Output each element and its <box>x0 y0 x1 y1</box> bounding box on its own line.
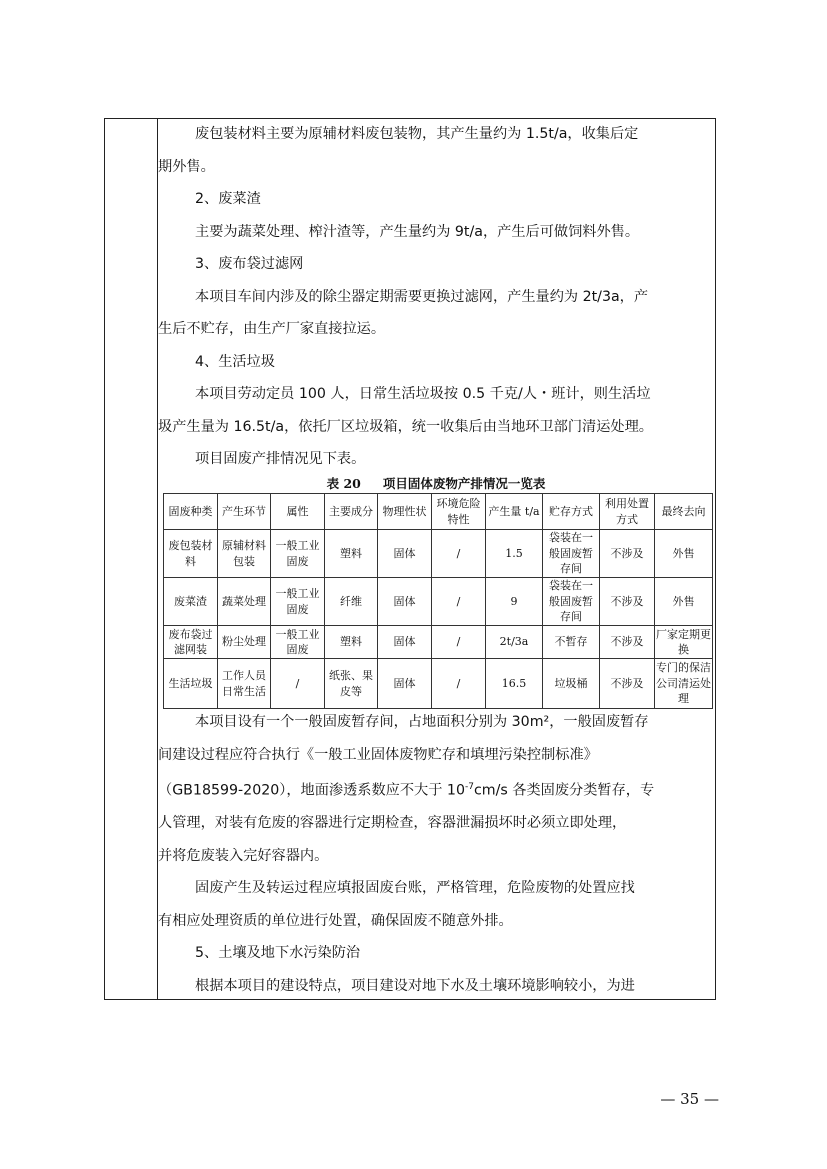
table-cell: 16.5 <box>486 659 543 709</box>
table-title: 项目固体废物产排情况一览表 <box>382 476 546 491</box>
table-cell: 工作人员日常生活 <box>218 659 271 709</box>
superscript-exponent: -7 <box>465 782 474 792</box>
table-cell: 纤维 <box>325 578 378 626</box>
table-cell: 不涉及 <box>600 578 655 626</box>
header-cell: 贮存方式 <box>543 494 600 530</box>
solid-waste-table <box>163 493 713 709</box>
table-caption <box>158 475 714 493</box>
paragraph: 项目固废产排情况见下表。 <box>195 451 366 467</box>
table-row <box>164 626 713 659</box>
table-header-row <box>164 494 713 530</box>
subheading-filter-bags: 3、废布袋过滤网 <box>195 256 304 272</box>
table-cell: 外售 <box>655 530 713 578</box>
table-cell: 塑料 <box>325 530 378 578</box>
table-cell: / <box>271 659 325 709</box>
table-row <box>164 530 713 578</box>
table-cell: 厂家定期更换 <box>655 626 713 659</box>
table-cell: 蔬菜处理 <box>218 578 271 626</box>
table-cell: 不暂存 <box>543 626 600 659</box>
header-cell: 产生环节 <box>218 494 271 530</box>
section-top <box>158 118 714 476</box>
paragraph: 间建设过程应符合执行《一般工业固体废物贮存和填埋污染控制标准》 <box>158 746 598 763</box>
paragraph: 生后不贮存，由生产厂家直接拉运。 <box>158 321 386 337</box>
paragraph: 并将危废装入完好容器内。 <box>158 847 329 864</box>
table-cell: 不涉及 <box>600 530 655 578</box>
paragraph: 人管理，对装有危废的容器进行定期检查，容器泄漏损坏时必须立即处理， <box>158 815 627 832</box>
table-cell: 2t/3a <box>486 626 543 659</box>
table-cell: 塑料 <box>325 626 378 659</box>
header-cell: 环境危险特性 <box>432 494 486 530</box>
header-cell: 利用处置方式 <box>600 494 655 530</box>
table-cell: 9 <box>486 578 543 626</box>
page-number: — 35 — <box>660 1090 719 1108</box>
paragraph: 本项目设有一个一般固废暂存间，占地面积分别为 30m²，一般固废暂存 <box>195 714 649 730</box>
header-cell: 主要成分 <box>325 494 378 530</box>
table-cell: 固体 <box>378 530 432 578</box>
paragraph: 有相应处理资质的单位进行处置，确保固废不随意外排。 <box>158 912 513 929</box>
paragraph: 圾产生量为 16.5t/a，依托厂区垃圾箱，统一收集后由当地环卫部门清运处理。 <box>158 418 653 435</box>
table-cell: 固体 <box>378 578 432 626</box>
table-cell: 固体 <box>378 659 432 709</box>
paragraph <box>158 771 714 807</box>
table-cell: 固体 <box>378 626 432 659</box>
paragraph: 期外售。 <box>158 158 215 175</box>
table-cell: 废布袋过滤网装 <box>164 626 218 659</box>
table-cell: 专门的保洁公司清运处理 <box>655 659 713 709</box>
table-cell: 纸张、果皮等 <box>325 659 378 709</box>
header-cell: 物理性状 <box>378 494 432 530</box>
table-row <box>164 578 713 626</box>
table-cell: 生活垃圾 <box>164 659 218 709</box>
paragraph: 本项目车间内涉及的除尘器定期需要更换过滤网，产生量约为 2t/3a，产 <box>195 288 649 305</box>
table-cell: / <box>432 659 486 709</box>
table-cell: 一般工业固废 <box>271 578 325 626</box>
table-cell: / <box>432 626 486 659</box>
header-cell: 属性 <box>271 494 325 530</box>
table-cell: 1.5 <box>486 530 543 578</box>
table-cell: 一般工业固废 <box>271 530 325 578</box>
table-cell: / <box>432 530 486 578</box>
subheading-food-waste: 2、废菜渣 <box>195 191 261 207</box>
table-cell: 不涉及 <box>600 659 655 709</box>
table-number: 表 20 <box>326 476 361 491</box>
table-cell: 袋装在一般固废暂存间 <box>543 530 600 578</box>
table-cell: 垃圾桶 <box>543 659 600 709</box>
table-cell: 外售 <box>655 578 713 626</box>
table-cell: / <box>432 578 486 626</box>
text-run: cm/s 各类固废分类暂存，专 <box>473 782 655 799</box>
header-cell: 最终去向 <box>655 494 713 530</box>
table-cell: 原辅材料包装 <box>218 530 271 578</box>
section-bottom <box>158 706 714 1002</box>
table-cell: 粉尘处理 <box>218 626 271 659</box>
header-cell: 固废种类 <box>164 494 218 530</box>
table-cell: 袋装在一般固废暂存间 <box>543 578 600 626</box>
table-cell: 不涉及 <box>600 626 655 659</box>
paragraph: 本项目劳动定员 100 人，日常生活垃圾按 0.5 千克/人・班计，则生活垃 <box>195 386 651 402</box>
table-cell: 废菜渣 <box>164 578 218 626</box>
header-cell: 产生量 t/a <box>486 494 543 530</box>
subheading-soil-groundwater: 5、土壤及地下水污染防治 <box>195 945 361 962</box>
text-run: （GB18599-2020），地面渗透系数应不大于 10 <box>158 782 465 799</box>
table-row <box>164 659 713 709</box>
paragraph: 根据本项目的建设特点，项目建设对地下水及土壤环境影响较小，为进 <box>195 977 635 994</box>
paragraph: 废包装材料主要为原辅材料废包装物，其产生量约为 1.5t/a，收集后定 <box>195 126 639 142</box>
paragraph: 主要为蔬菜处理、榨汁渣等，产生量约为 9t/a，产生后可做饲料外售。 <box>195 223 640 240</box>
subheading-domestic-garbage: 4、生活垃圾 <box>195 353 275 370</box>
table-cell: 废包装材料 <box>164 530 218 578</box>
table-cell: 一般工业固废 <box>271 626 325 659</box>
paragraph: 固废产生及转运过程应填报固废台账，严格管理，危险废物的处置应找 <box>195 880 635 897</box>
